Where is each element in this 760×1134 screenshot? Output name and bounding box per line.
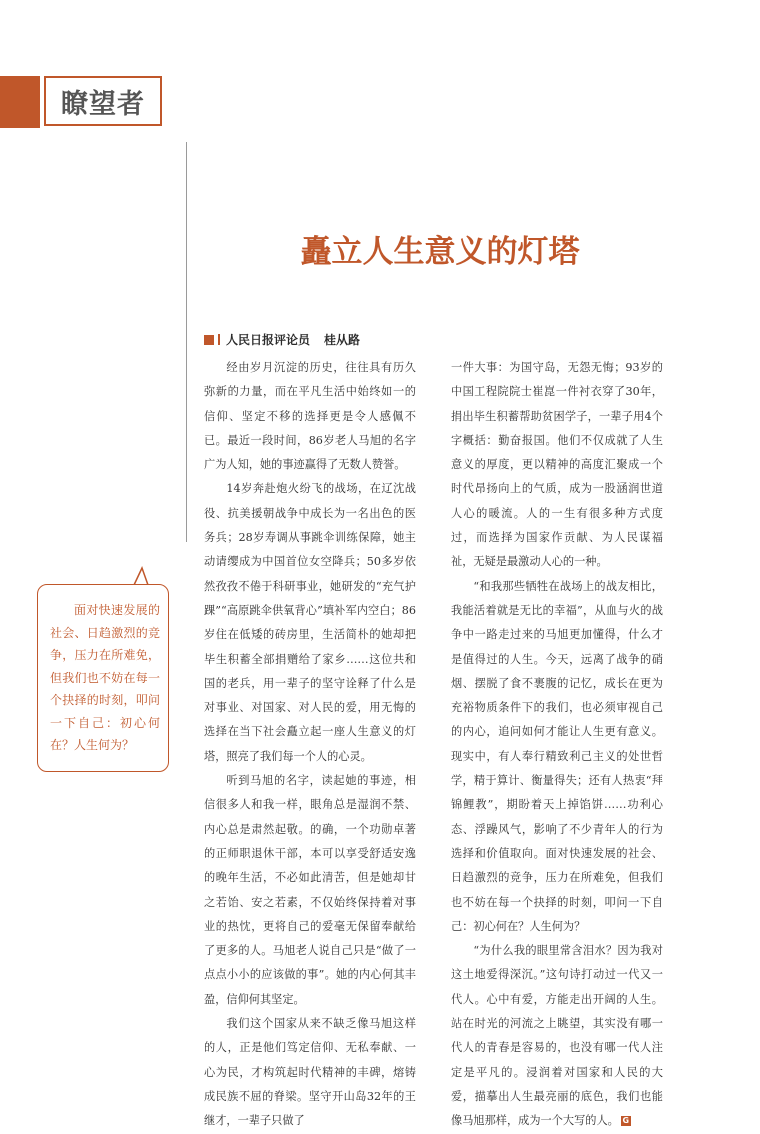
paragraph-last (451, 939, 663, 1133)
paragraph: 听到马旭的名字，读起她的事迹，相信很多人和我一样，眼角总是湿润不禁、内心总是肃然起敬。的确，一个功勋卓著的正师职退休干部，本可以享受舒适安逸的晚年生活，不必如此清苦，但是她却甘之若饴、安之若素，不仅始终保持着对事业的热忱，更将自己的爱毫无保留奉献给了更多的人。马旭老人说自己只是“做了一点点小小的应该做的事”。她的内心何其丰盈，信仰何其坚定。 (204, 774, 416, 1006)
paragraph: 经由岁月沉淀的历史，往往具有历久弥新的力量，而在平凡生活中始终如一的信仰、坚定不移的选择更是令人感佩不已。最近一段时间，86岁老人马旭的名字广为人知，她的事迹赢得了无数人赞誉。 (204, 361, 416, 472)
paragraph: 一件大事：为国守岛，无怨无悔；93岁的中国工程院院士崔崑一件衬衣穿了30年，捐出毕生积蓄帮助贫困学子，一辈子用4个字概括：勤奋报国。他们不仅成就了人生意义的厚度，更以精神的高度汇聚成一个时代昂扬向上的气质，成为一股涵润世道人心的暖流。人的一生有很多种方式度过，而选择为国家作贡献、为人民谋福祉，无疑是最激动人心的一种。 (451, 361, 663, 569)
byline-bar-icon (218, 334, 220, 345)
paragraph: “和我那些牺牲在战场上的战友相比，我能活着就是无比的幸福”，从血与火的战争中一路走过来的马旭更加懂得，什么才是值得过的人生。今天，远离了战争的硝烟、摆脱了食不裹腹的记忆，成长在更为充裕物质条件下的我们，也必须审视自己的内心，追问如何才能让人生更有意义。现实中，有人奉行精致利己主义的处世哲学，精于算计、衡量得失；还有人热衷“拜锦鲤教”，期盼着天上掉馅饼……功利心态、浮躁风气，影响了不少青年人的行为选择和价值取向。面对快速发展的社会、日趋激烈的竞争，压力在所难免，但我们也不妨在每一个抉择的时刻，叩问一下自己：初心何在？人生何为？ (451, 579, 663, 933)
column-brand-label: 瞭望者 (61, 88, 145, 120)
byline-square-icon (204, 335, 214, 345)
paragraph: 14岁奔赴炮火纷飞的战场，在辽沈战役、抗美援朝战争中成长为一名出色的医务兵；28岁寿调从事跳伞训练保障，她主动请缨成为中国首位女空降兵；50多岁依然孜孜不倦于科研事业，她研发的“充气护踝”“高原跳伞供氧背心”填补军内空白；86岁住在低矮的砖房里，生活简朴的她却把毕生积蓄全部捐赠给了家乡……这位共和国的老兵，用一辈子的坚守诠释了什么是对事业、对国家、对人民的爱，用无悔的选择在当下社会矗立起一座人生意义的灯塔，照亮了我们每一个人的心灵。 (204, 482, 416, 763)
byline (204, 331, 360, 348)
article-column-right (451, 356, 663, 1134)
byline-author: 桂从路 (324, 333, 361, 347)
article-title: 矗立人生意义的灯塔 (300, 234, 580, 270)
vertical-divider (186, 142, 187, 542)
pullquote-tail-icon (132, 566, 152, 586)
paragraph-text: “为什么我的眼里常含泪水？因为我对这土地爱得深沉。”这句诗打动过一代又一代人。心中有爱，方能走出开阔的人生。站在时光的河流之上眺望，其实没有哪一代人的青春是容易的，也没有哪一代人注定是平凡的。浸润着对国家和人民的大爱，描摹出人生最亮丽的底色，我们也能像马旭那样，成为一个大写的人。 (451, 944, 663, 1128)
byline-source: 人民日报评论员 (226, 333, 311, 347)
end-mark-icon: G (622, 1116, 630, 1126)
pullquote-box: 面对快速发展的社会、日趋激烈的竞争，压力在所难免，但我们也不妨在每一个抉择的时刻，叩问一下自己：初心何在？人生何为？ (37, 584, 169, 772)
section-color-band (0, 76, 40, 128)
article-column-left (204, 356, 416, 1134)
paragraph: 我们这个国家从来不缺乏像马旭这样的人，正是他们笃定信仰、无私奉献、一心为民，才构筑起时代精神的丰碑，熔铸成民族不屈的脊梁。坚守开山岛32年的王继才，一辈子只做了 (204, 1017, 416, 1128)
column-brand-box (44, 76, 162, 126)
